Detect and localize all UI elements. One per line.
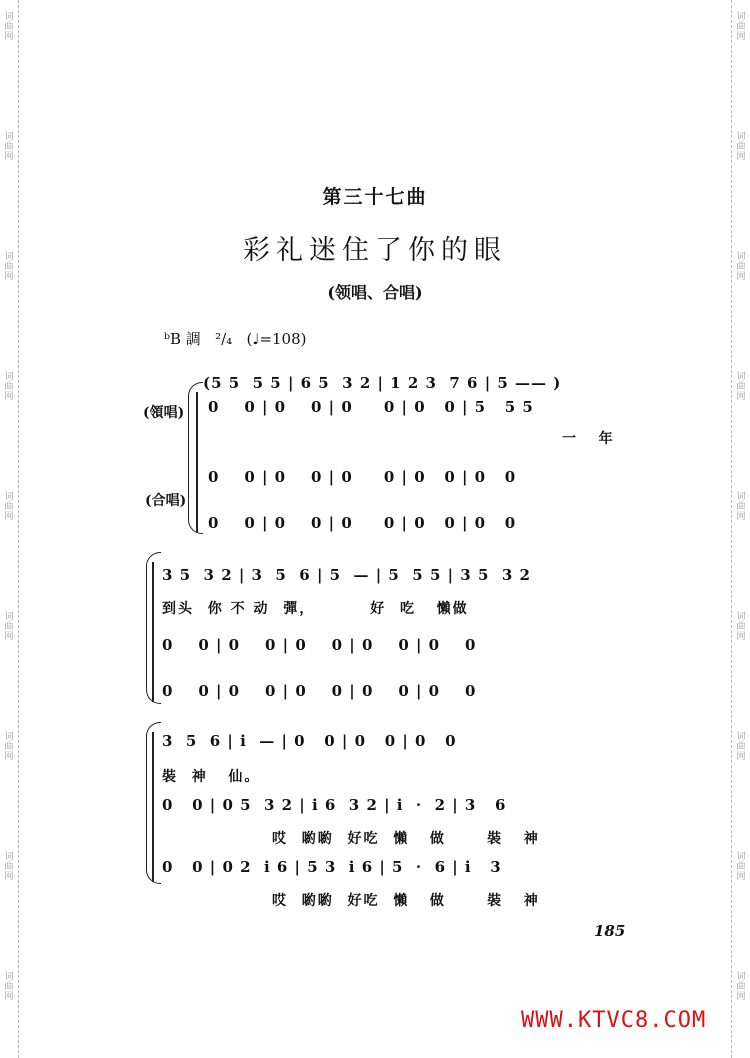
chorus-lower-lyrics: 哎 喲喲 好吃 懶 做 裝 神 xyxy=(272,893,540,909)
left-watermark-strip xyxy=(0,0,19,1058)
watermark-text: 词曲网 xyxy=(4,852,14,882)
watermark-text: 词曲网 xyxy=(4,132,14,162)
lead-intro-notes: (5 5 5 5 | 6 5 3 2 | 1 2 3 7 6 | 5 —— ) xyxy=(203,374,562,392)
lead-lyrics: 裝 神 仙。 xyxy=(162,769,261,785)
site-watermark: WWW.KTVC8.COM xyxy=(521,1008,707,1033)
watermark-text: 词曲网 xyxy=(736,852,746,882)
watermark-text: 词曲网 xyxy=(4,612,14,642)
chorus-lower-notes: 0 0 | 0 2 i 6 | 5 3 i 6 | 5 · 6 | i 3 xyxy=(162,858,502,876)
lead-lyrics: 一 年 xyxy=(562,431,615,447)
key-signature: ᵇB 調 xyxy=(164,330,201,348)
song-subtitle: (领唱、合唱) xyxy=(327,283,423,302)
song-title: 彩礼迷住了你的眼 xyxy=(243,235,507,266)
chorus-lower-notes: 0 0 | 0 0 | 0 0 | 0 0 | 0 0 xyxy=(162,682,477,700)
page-number: 185 xyxy=(594,922,626,940)
chorus-lower-notes: 0 0 | 0 0 | 0 0 | 0 0 | 0 0 xyxy=(208,514,517,532)
chorus-upper-lyrics: 哎 喲喲 好吃 懶 做 裝 神 xyxy=(272,831,540,847)
watermark-text: 词曲网 xyxy=(736,972,746,1002)
section-number: 第三十七曲 xyxy=(322,186,428,208)
chorus-upper-notes: 0 0 | 0 0 | 0 0 | 0 0 | 0 0 xyxy=(208,468,517,486)
watermark-text: 词曲网 xyxy=(4,972,14,1002)
watermark-text: 词曲网 xyxy=(736,372,746,402)
watermark-text: 词曲网 xyxy=(4,732,14,762)
time-signature: ²/₄ xyxy=(215,330,233,348)
part-label-chorus: (合唱) xyxy=(145,493,187,509)
system-line xyxy=(152,562,154,702)
watermark-text: 词曲网 xyxy=(736,252,746,282)
watermark-text: 词曲网 xyxy=(736,492,746,522)
watermark-text: 词曲网 xyxy=(736,12,746,42)
watermark-text: 词曲网 xyxy=(4,372,14,402)
right-watermark-strip xyxy=(731,0,750,1058)
chorus-upper-notes: 0 0 | 0 5 3 2 | i 6 3 2 | i · 2 | 3 6 xyxy=(162,796,507,814)
watermark-text: 词曲网 xyxy=(736,732,746,762)
watermark-text: 词曲网 xyxy=(4,492,14,522)
watermark-text: 词曲网 xyxy=(4,12,14,42)
system-line xyxy=(152,732,154,882)
lead-notes: 3 5 6 | i — | 0 0 | 0 0 | 0 0 xyxy=(162,732,457,750)
watermark-text: 词曲网 xyxy=(736,132,746,162)
watermark-text: 词曲网 xyxy=(4,252,14,282)
tempo-marking xyxy=(164,328,307,349)
lead-lyrics: 到头 你 不 动 彈， 好 吃 懶做 xyxy=(162,601,469,617)
part-label-lead: (領唱) xyxy=(143,405,185,421)
watermark-text: 词曲网 xyxy=(736,612,746,642)
lead-notes: 0 0 | 0 0 | 0 0 | 0 0 | 5 5 5 xyxy=(208,398,534,416)
lead-notes: 3 5 3 2 | 3 5 6 | 5 — | 5 5 5 | 3 5 3 2 xyxy=(162,566,531,584)
tempo-value: (♩=108) xyxy=(246,330,307,348)
chorus-upper-notes: 0 0 | 0 0 | 0 0 | 0 0 | 0 0 xyxy=(162,636,477,654)
system-line xyxy=(196,392,198,532)
